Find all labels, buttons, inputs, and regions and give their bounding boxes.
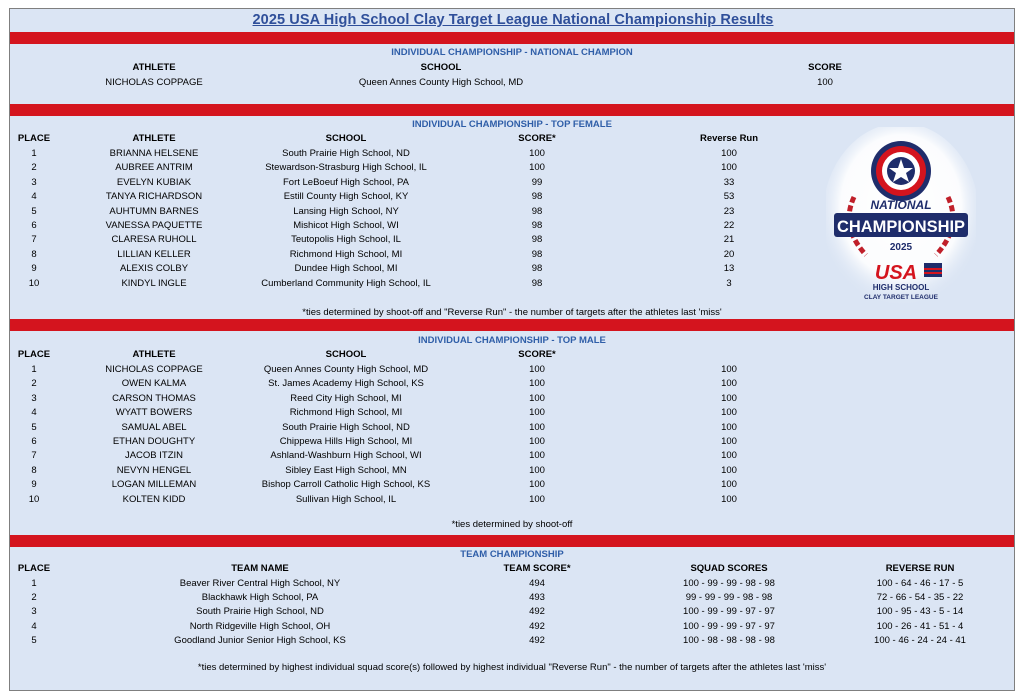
place-cell: 9 (31, 479, 37, 491)
team-score-cell: 492 (529, 620, 545, 632)
section-divider (10, 319, 1014, 331)
team-note: *ties determined by highest individual squad score(s) followed by highest individual "Reverse Run" - the number of targets after the athletes last 'miss' (197, 662, 827, 673)
school-cell: Chippewa Hills High School, MI (279, 436, 413, 447)
athlete-cell: VANESSA PAQUETTE (105, 220, 203, 231)
school-cell: Fort LeBoeuf High School, PA (282, 176, 410, 188)
reverse-run-cell: 100 - 26 - 41 - 51 - 4 (876, 620, 964, 632)
header-place: PLACE (17, 349, 51, 360)
team-name-cell: Goodland Junior Senior High School, KS (174, 634, 346, 646)
reverse-run-cell: 100 (721, 479, 737, 491)
header-team-score: TEAM SCORE* (503, 563, 571, 574)
table-row (10, 422, 1014, 436)
national-championship-logo (826, 127, 976, 307)
reverse-run-cell: 20 (723, 248, 735, 260)
athlete-cell: OWEN KALMA (121, 378, 187, 390)
team-name-cell: Blackhawk High School, PA (201, 592, 319, 604)
score-cell: 98 (531, 277, 543, 289)
header-athlete: ATHLETE (132, 62, 176, 73)
place-cell: 8 (31, 248, 37, 260)
table-row (10, 635, 1014, 649)
table-row (10, 393, 1014, 407)
reverse-run-cell: 23 (723, 205, 735, 217)
place-cell: 1 (31, 364, 37, 375)
header-squad-scores: SQUAD SCORES (690, 563, 768, 574)
athlete-cell: SAMUAL ABEL (121, 421, 187, 433)
athlete-cell: LILLIAN KELLER (117, 248, 191, 260)
squad-scores-cell: 99 - 99 - 99 - 98 - 98 (685, 592, 773, 604)
table-row (10, 592, 1014, 606)
table-row (10, 621, 1014, 635)
score-cell: 100 (529, 364, 545, 375)
table-row (10, 378, 1014, 392)
athlete-cell: ETHAN DOUGHTY (112, 436, 196, 447)
team-name-cell: North Ridgeville High School, OH (189, 620, 331, 632)
top-female-title: INDIVIDUAL CHAMPIONSHIP - TOP FEMALE (412, 119, 612, 130)
place-cell: 10 (28, 277, 40, 289)
school-cell: Richmond High School, MI (289, 248, 403, 260)
place-cell: 4 (31, 191, 37, 203)
athlete-cell: NEVYN HENGEL (116, 464, 192, 476)
score-cell: 100 (529, 392, 545, 404)
place-cell: 1 (31, 578, 37, 589)
place-cell: 9 (31, 263, 37, 275)
score-cell: 98 (531, 248, 543, 260)
results-sheet (9, 8, 1015, 691)
place-cell: 4 (31, 620, 37, 632)
score-cell: 100 (529, 421, 545, 433)
school-cell: Mishicot High School, WI (293, 220, 399, 231)
school-cell: St. James Academy High School, KS (268, 378, 424, 390)
score-cell: 100 (529, 493, 545, 505)
table-row (10, 465, 1014, 479)
header-score: SCORE* (518, 349, 556, 360)
table-row (10, 479, 1014, 493)
school-cell: Teutopolis High School, IL (291, 234, 401, 246)
school-cell: Lansing High School, NY (293, 205, 399, 217)
header-school: SCHOOL (325, 349, 367, 360)
svg-text:USA: USA (874, 262, 918, 284)
score-cell: 99 (531, 176, 543, 188)
reverse-run-cell: 100 (721, 407, 737, 419)
school-cell: Queen Annes County High School, MD (263, 364, 429, 375)
champion-score: 100 (817, 77, 833, 88)
reverse-run-cell: 33 (723, 176, 735, 188)
team-score-cell: 492 (529, 606, 545, 618)
score-cell: 100 (529, 148, 545, 159)
score-cell: 100 (529, 450, 545, 462)
svg-text:HIGH SCHOOL: HIGH SCHOOL (872, 283, 930, 292)
reverse-run-cell: 100 - 95 - 43 - 5 - 14 (876, 606, 964, 618)
section-divider (10, 32, 1014, 44)
squad-scores-cell: 100 - 98 - 98 - 98 - 98 (683, 634, 775, 646)
table-row (10, 436, 1014, 450)
team-name-cell: Beaver River Central High School, NY (179, 578, 341, 589)
score-cell: 98 (531, 263, 543, 275)
athlete-cell: EVELYN KUBIAK (116, 176, 192, 188)
header-reverse-run: Reverse Run (699, 133, 759, 144)
school-cell: Bishop Carroll Catholic High School, KS (261, 479, 431, 491)
reverse-run-cell: 100 (721, 450, 737, 462)
score-cell: 98 (531, 191, 543, 203)
table-row (10, 450, 1014, 464)
athlete-cell: TANYA RICHARDSON (105, 191, 203, 203)
header-score: SCORE* (518, 133, 556, 144)
place-cell: 4 (31, 407, 37, 419)
athlete-cell: KOLTEN KIDD (122, 493, 186, 505)
table-row (10, 364, 1014, 378)
reverse-run-cell: 100 (721, 148, 737, 159)
table-row (10, 407, 1014, 421)
team-score-cell: 494 (529, 578, 545, 589)
team-score-cell: 492 (529, 634, 545, 646)
reverse-run-cell: 21 (723, 234, 735, 246)
top-female-note: *ties determined by shoot-off and "Reverse Run" - the number of targets after the athletes last 'miss' (302, 307, 722, 318)
table-row (10, 578, 1014, 592)
school-cell: South Prairie High School, ND (282, 148, 410, 159)
header-place: PLACE (17, 563, 51, 574)
reverse-run-cell: 72 - 66 - 54 - 35 - 22 (876, 592, 964, 604)
school-cell: Ashland-Washburn High School, WI (270, 450, 422, 462)
score-cell: 98 (531, 220, 543, 231)
athlete-cell: BRIANNA HELSENE (109, 148, 199, 159)
header-athlete: ATHLETE (132, 349, 176, 360)
school-cell: Dundee High School, MI (294, 263, 398, 275)
place-cell: 6 (31, 220, 37, 231)
reverse-run-cell: 100 - 46 - 24 - 24 - 41 (874, 634, 966, 646)
header-school: SCHOOL (420, 62, 462, 73)
header-score: SCORE (808, 62, 842, 73)
school-cell: Estill County High School, KY (283, 191, 409, 203)
athlete-cell: NICHOLAS COPPAGE (105, 364, 203, 375)
header-school: SCHOOL (325, 133, 367, 144)
reverse-run-cell: 100 - 64 - 46 - 17 - 5 (876, 578, 964, 589)
squad-scores-cell: 100 - 99 - 99 - 98 - 98 (683, 578, 775, 589)
svg-text:2025: 2025 (889, 242, 913, 253)
school-cell: Richmond High School, MI (289, 407, 403, 419)
place-cell: 7 (31, 234, 37, 246)
place-cell: 8 (31, 464, 37, 476)
reverse-run-cell: 100 (721, 378, 737, 390)
place-cell: 5 (31, 205, 37, 217)
header-reverse-run: REVERSE RUN (885, 563, 955, 574)
school-cell: Reed City High School, MI (290, 392, 402, 404)
header-place: PLACE (17, 133, 51, 144)
section-divider (10, 535, 1014, 547)
score-cell: 100 (529, 464, 545, 476)
header-athlete: ATHLETE (132, 133, 176, 144)
reverse-run-cell: 22 (723, 220, 735, 231)
team-name-cell: South Prairie High School, ND (196, 606, 324, 618)
reverse-run-cell: 3 (726, 277, 732, 289)
school-cell: South Prairie High School, ND (282, 421, 410, 433)
champion-school: Queen Annes County High School, MD (358, 77, 524, 88)
place-cell: 1 (31, 148, 37, 159)
score-cell: 100 (529, 407, 545, 419)
score-cell: 98 (531, 205, 543, 217)
place-cell: 2 (31, 162, 37, 174)
school-cell: Sibley East High School, MN (285, 464, 407, 476)
table-row (10, 606, 1014, 620)
top-male-note: *ties determined by shoot-off (451, 519, 573, 530)
reverse-run-cell: 100 (721, 421, 737, 433)
reverse-run-cell: 13 (723, 263, 735, 275)
athlete-cell: CLARESA RUHOLL (111, 234, 197, 246)
page-title: 2025 USA High School Clay Target League National Championship Results (252, 12, 774, 28)
national-champion-title: INDIVIDUAL CHAMPIONSHIP - NATIONAL CHAMPION (391, 47, 633, 58)
place-cell: 3 (31, 176, 37, 188)
school-cell: Cumberland Community High School, IL (261, 277, 431, 289)
team-title: TEAM CHAMPIONSHIP (460, 549, 564, 560)
score-cell: 100 (529, 479, 545, 491)
reverse-run-cell: 100 (721, 392, 737, 404)
place-cell: 2 (31, 592, 37, 604)
section-divider (10, 104, 1014, 116)
reverse-run-cell: 100 (721, 493, 737, 505)
athlete-cell: LOGAN MILLEMAN (111, 479, 197, 491)
place-cell: 6 (31, 436, 37, 447)
place-cell: 3 (31, 606, 37, 618)
score-cell: 100 (529, 436, 545, 447)
place-cell: 2 (31, 378, 37, 390)
squad-scores-cell: 100 - 99 - 99 - 97 - 97 (683, 620, 775, 632)
athlete-cell: WYATT BOWERS (115, 407, 193, 419)
squad-scores-cell: 100 - 99 - 99 - 97 - 97 (683, 606, 775, 618)
reverse-run-cell: 100 (721, 436, 737, 447)
svg-text:NATIONAL: NATIONAL (870, 198, 932, 212)
svg-text:CHAMPIONSHIP: CHAMPIONSHIP (837, 217, 965, 236)
score-cell: 100 (529, 162, 545, 174)
athlete-cell: AUHTUMN BARNES (109, 205, 199, 217)
svg-text:CLAY TARGET LEAGUE: CLAY TARGET LEAGUE (864, 294, 938, 301)
place-cell: 10 (28, 493, 40, 505)
top-male-title: INDIVIDUAL CHAMPIONSHIP - TOP MALE (418, 335, 606, 346)
reverse-run-cell: 100 (721, 162, 737, 174)
place-cell: 3 (31, 392, 37, 404)
reverse-run-cell: 53 (723, 191, 735, 203)
reverse-run-cell: 100 (721, 364, 737, 375)
athlete-cell: CARSON THOMAS (112, 392, 196, 404)
score-cell: 100 (529, 378, 545, 390)
place-cell: 7 (31, 450, 37, 462)
school-cell: Stewardson-Strasburg High School, IL (265, 162, 427, 174)
athlete-cell: AUBREE ANTRIM (115, 162, 193, 174)
champion-athlete: NICHOLAS COPPAGE (105, 77, 203, 88)
athlete-cell: JACOB ITZIN (124, 450, 184, 462)
place-cell: 5 (31, 421, 37, 433)
team-score-cell: 493 (529, 592, 545, 604)
place-cell: 5 (31, 634, 37, 646)
athlete-cell: KINDYL INGLE (121, 277, 187, 289)
table-row (10, 494, 1014, 508)
reverse-run-cell: 100 (721, 464, 737, 476)
athlete-cell: ALEXIS COLBY (119, 263, 189, 275)
score-cell: 98 (531, 234, 543, 246)
school-cell: Sullivan High School, IL (295, 493, 397, 505)
header-team-name: TEAM NAME (231, 563, 289, 574)
